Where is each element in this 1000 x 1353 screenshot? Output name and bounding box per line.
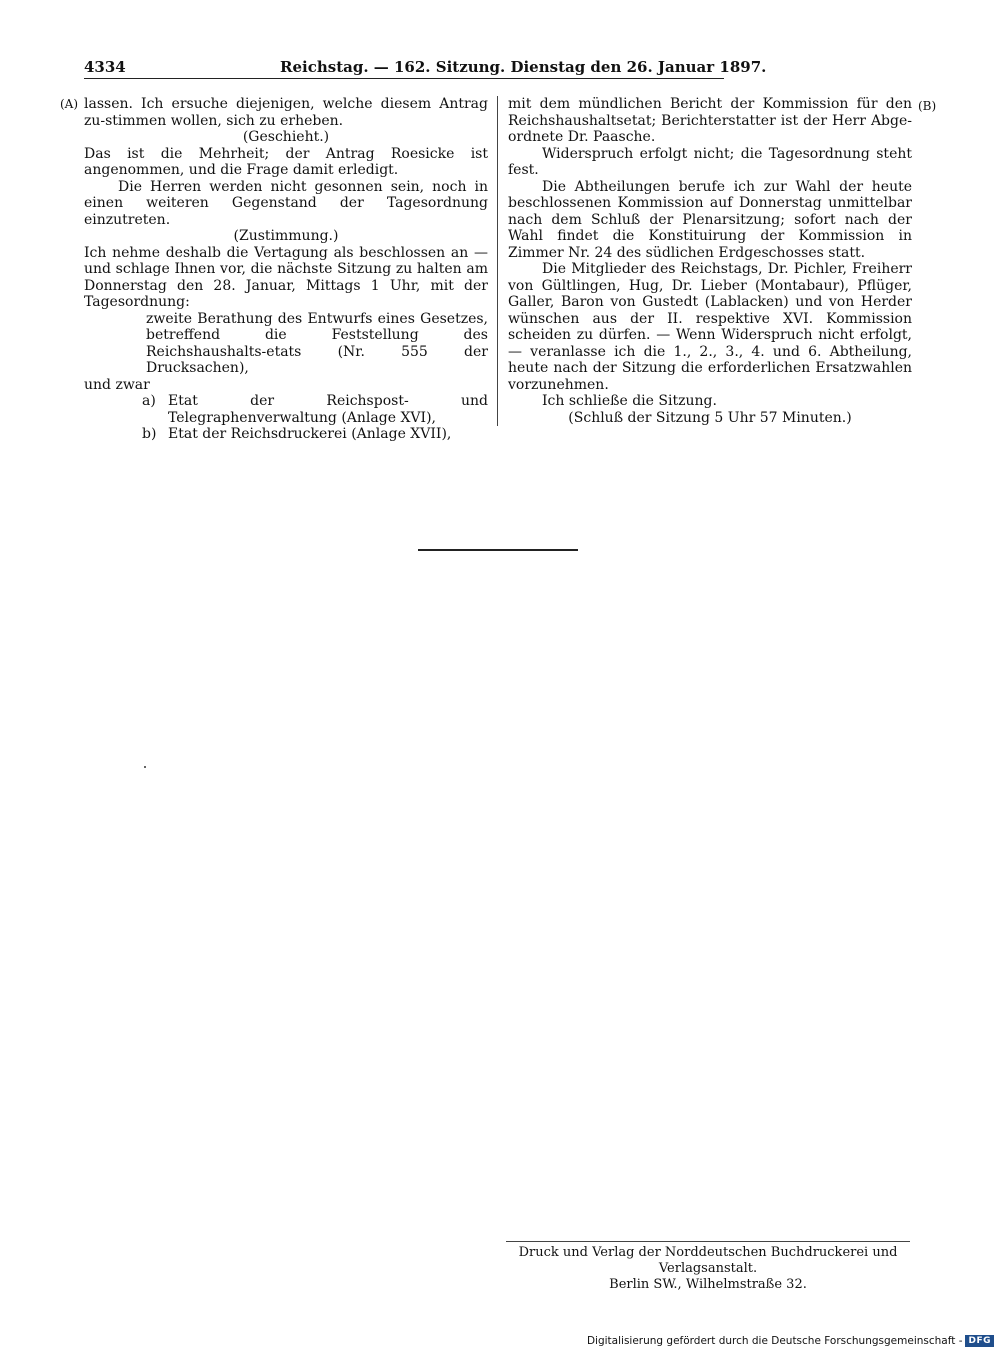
- header-title: Reichstag. — 162. Sitzung. Dienstag den 26. Januar 1897.: [280, 58, 767, 76]
- header-rule: [84, 78, 724, 79]
- subitem-a-text: Etat der Reichspost- und Telegraphenverwaltung (Anlage XVI),: [168, 393, 488, 426]
- left-column: [84, 96, 488, 443]
- margin-mark-b: (B): [918, 99, 937, 113]
- left-remark-zustimmung: (Zustimmung.): [233, 228, 339, 244]
- column-divider: [497, 96, 498, 426]
- agenda-item-text: zweite Berathung des Entwurfs eines Gesetzes, betreffend die Feststellung des Reichshaushalts-etats (Nr. 555 der Drucksachen),: [146, 310, 488, 376]
- footer-text: Digitalisierung gefördert durch die Deutsche Forschungsgemeinschaft -: [586, 1335, 963, 1347]
- right-paragraph-5: Ich schließe die Sitzung.: [542, 393, 717, 409]
- agenda-subitem-a: [84, 393, 488, 426]
- agenda-subitem-b: [84, 426, 488, 443]
- left-paragraph-6: Ich nehme deshalb die Vertagung als beschlossen an — und schlage Ihnen vor, die nächste Sitzung zu halten am Donnerstag den 28. Januar, Mittags 1 Uhr, mit der Tagesordnung:: [84, 244, 488, 310]
- right-paragraph-2: Widerspruch erfolgt nicht; die Tagesordnung steht fest.: [508, 145, 912, 178]
- left-paragraph-1: lassen. Ich ersuche diejenigen, welche diesem Antrag zu-stimmen wollen, sich zu erheben.: [84, 96, 488, 129]
- imprint-line-1: Druck und Verlag der Norddeutschen Buchdruckerei und Verlagsanstalt.: [518, 1245, 898, 1276]
- section-end-rule: [418, 549, 578, 551]
- margin-mark-a: (A): [60, 97, 79, 111]
- dfg-logo: DFG: [965, 1335, 994, 1347]
- left-paragraph-und-zwar: und zwar: [84, 376, 150, 393]
- page-number: 4334: [84, 58, 126, 76]
- left-paragraph-3: Das ist die Mehrheit; der Antrag Roesicke ist angenommen, und die Frage damit erledigt.: [84, 145, 488, 178]
- right-column: [508, 96, 912, 426]
- left-remark-geschieht: (Geschieht.): [242, 129, 330, 145]
- running-header: [84, 56, 767, 78]
- right-paragraph-4: Die Mitglieder des Reichstags, Dr. Pichler, Freiherr von Gültlingen, Hug, Dr. Lieber (Montabaur), Pflüger, Galler, Baron von Gustedt (Lablacken) und von Herder wünschen aus der II. respektive XVI. Kommission scheiden zu dürfen. — Wenn Widerspruch nicht erfolgt, — veranlasse ich die 1., 2., 3., 4. und 6. Abtheilung, heute nach der Sitzung die erforderlichen Ersatzwahlen vorzunehmen.: [508, 261, 912, 393]
- imprint-rule: [506, 1241, 910, 1242]
- subitem-b-text: Etat der Reichsdruckerei (Anlage XVII),: [168, 426, 452, 442]
- right-remark-schluss: (Schluß der Sitzung 5 Uhr 57 Minuten.): [568, 409, 852, 426]
- imprint-line-2: Berlin SW., Wilhelmstraße 32.: [609, 1277, 807, 1292]
- subitem-a-label: a): [142, 393, 156, 409]
- scan-speck: [144, 766, 146, 768]
- digitization-footer: [587, 1335, 994, 1347]
- imprint: [506, 1245, 910, 1293]
- right-paragraph-1: mit dem mündlichen Bericht der Kommission für den Reichshaushaltsetat; Berichterstatter ist der Herr Abge-ordnete Dr. Paasche.: [508, 96, 912, 145]
- agenda-item: [84, 311, 488, 377]
- right-paragraph-3: Die Abtheilungen berufe ich zur Wahl der heute beschlossenen Kommission auf Donnerstag unmittelbar nach dem Schluß der Plenarsitzung; sofort nach der Wahl findet die Konstituirung der Kommission in Zimmer Nr. 24 des südlichen Erdgeschosses statt.: [508, 178, 912, 261]
- subitem-b-label: b): [142, 426, 157, 442]
- left-paragraph-4: Die Herren werden nicht gesonnen sein, noch in einen weiteren Gegenstand der Tagesordnung einzutreten.: [84, 178, 488, 228]
